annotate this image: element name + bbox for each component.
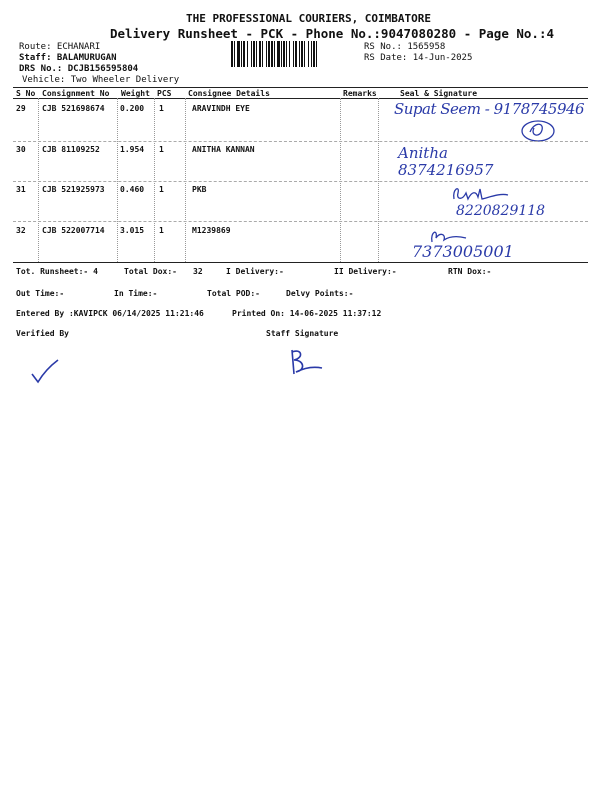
row-sno: 31 [16, 185, 26, 194]
row-separator [13, 141, 588, 142]
table-bottom-rule [13, 262, 588, 263]
row-consignment-no: CJB 521925973 [42, 185, 105, 194]
out-time-label: Out Time:- [16, 289, 65, 298]
col-header-seal-signature: Seal & Signature [400, 89, 478, 98]
printed-on: Printed On: 14-06-2025 11:37:12 [232, 309, 382, 318]
handwritten-signature: 7373005001 [412, 242, 514, 261]
row-consignment-no: CJB 522007714 [42, 226, 105, 235]
total-dox-label: Total Dox:- [124, 267, 177, 276]
entered-by: Entered By :KAVIPCK 06/14/2025 11:21:46 [16, 309, 204, 318]
table-top-rule [13, 87, 588, 88]
staff-signature-scribble [288, 348, 324, 378]
row-pcs: 1 [159, 104, 164, 113]
drs-label: DRS No.: DCJB156595804 [19, 64, 139, 74]
row-consignment-no: CJB 521698674 [42, 104, 105, 113]
route-label: Route: ECHANARI [19, 42, 101, 52]
ii-delivery-label: II Delivery:- [334, 267, 397, 276]
signature-scribble [450, 185, 510, 205]
col-divider [117, 98, 118, 262]
col-divider [378, 98, 379, 262]
row-separator [13, 221, 588, 222]
row-pcs: 1 [159, 185, 164, 194]
col-divider [154, 98, 155, 262]
barcode-image [231, 41, 357, 67]
row-sno: 30 [16, 145, 26, 154]
handwritten-signature: Supat Seem - 9178745946 [394, 100, 585, 118]
col-header-weight: Weight [121, 89, 150, 98]
row-pcs: 1 [159, 226, 164, 235]
col-divider [38, 98, 39, 262]
delvy-points-label: Delvy Points:- [286, 289, 354, 298]
col-header-pcs: PCS [157, 89, 172, 98]
col-header-remarks: Remarks [343, 89, 377, 98]
col-divider [340, 98, 341, 262]
col-header-consignee: Consignee Details [188, 89, 270, 98]
staff-label: Staff: BALAMURUGAN [19, 53, 117, 63]
rs-date: RS Date: 14-Jun-2025 [364, 53, 473, 63]
staff-signature-label: Staff Signature [266, 329, 339, 338]
check-mark-icon [30, 360, 60, 384]
runsheet-title: Delivery Runsheet - PCK - Phone No.:9047080280 - Page No.:4 [110, 26, 555, 41]
row-consignee: PKB [192, 185, 207, 194]
vehicle-label: Vehicle: Two Wheeler Delivery [22, 75, 180, 85]
tot-runsheet: Tot. Runsheet:- 4 [16, 267, 98, 276]
total-pod-label: Total POD:- [207, 289, 260, 298]
row-pcs: 1 [159, 145, 164, 154]
row-consignee: ANITHA KANNAN [192, 145, 255, 154]
in-time-label: In Time:- [114, 289, 158, 298]
company-title: THE PROFESSIONAL COURIERS, COIMBATORE [186, 12, 432, 25]
rs-number: RS No.: 1565958 [364, 42, 446, 52]
row-weight: 1.954 [120, 145, 145, 154]
row-sno: 32 [16, 226, 26, 235]
col-header-sno: S No [16, 89, 36, 98]
row-sno: 29 [16, 104, 26, 113]
row-consignee: ARAVINDH EYE [192, 104, 250, 113]
row-separator [13, 181, 588, 182]
verified-by-label: Verified By [16, 329, 69, 338]
col-divider [185, 98, 186, 262]
handwritten-signature: 8220829118 [456, 203, 546, 219]
row-weight: 3.015 [120, 226, 145, 235]
rtn-dox-label: RTN Dox:- [448, 267, 492, 276]
col-header-consignment: Consignment No [42, 89, 110, 98]
row-weight: 0.460 [120, 185, 145, 194]
i-delivery-label: I Delivery:- [226, 267, 284, 276]
table-header-rule [13, 98, 588, 99]
row-consignment-no: CJB 81109252 [42, 145, 100, 154]
handwritten-signature: Anitha 8374216957 [398, 144, 494, 179]
row-weight: 0.200 [120, 104, 145, 113]
row-consignee: M1239869 [192, 226, 231, 235]
total-dox-value: 32 [193, 267, 203, 276]
